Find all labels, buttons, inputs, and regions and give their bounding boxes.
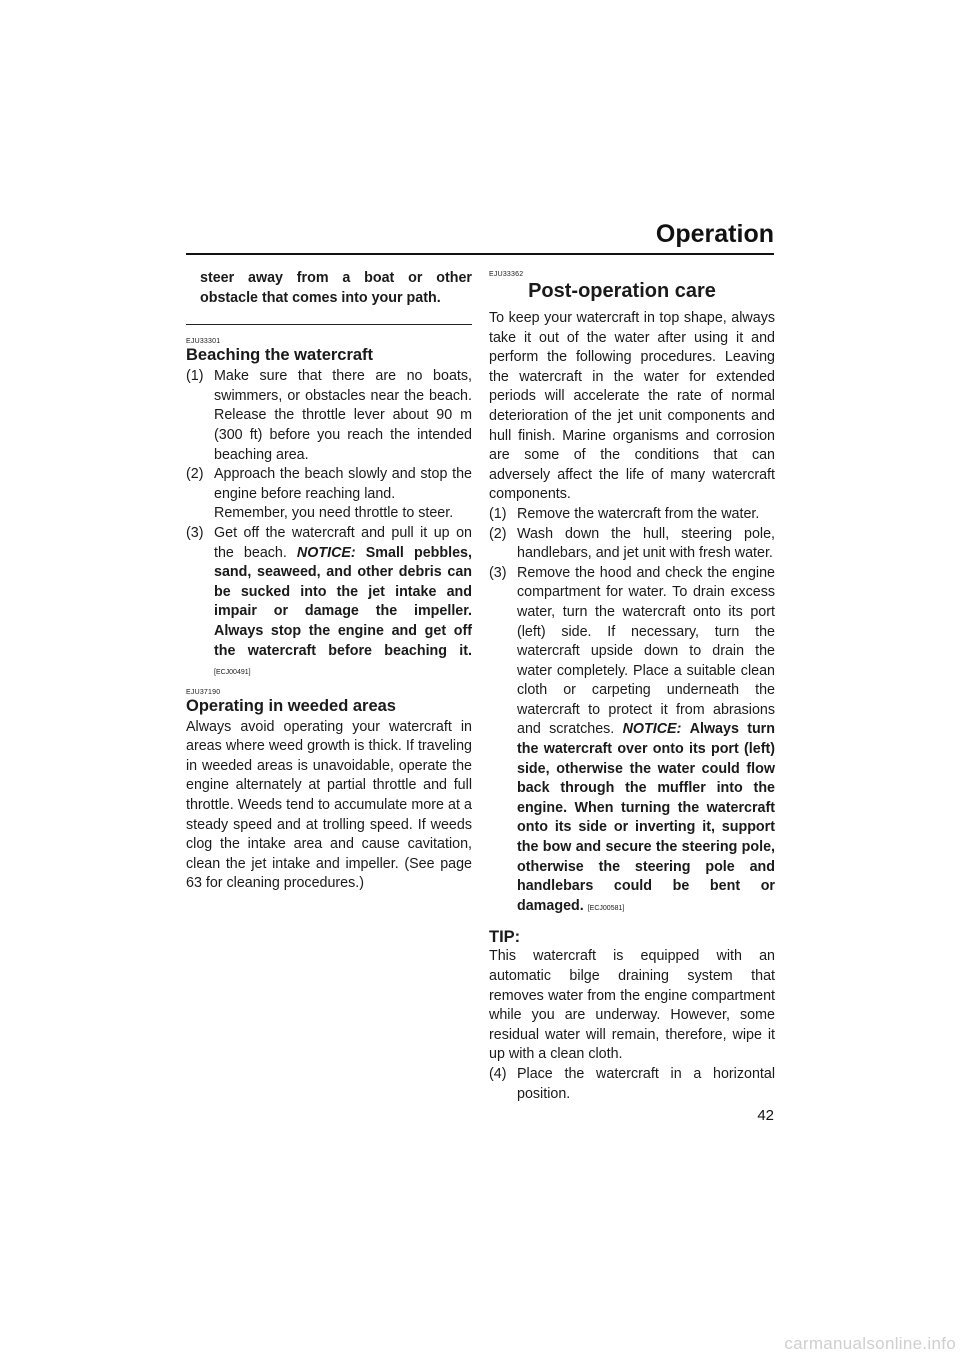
warning-divider	[186, 324, 472, 325]
notice-text: Always turn the watercraft over onto its port (left) side, otherwise the water could flow back through the muffler into the engine. When turning the watercraft onto its side or inverting it, support the bow and secure the steering pole, otherwise the steering pole and handlebars could be bent or damaged.	[517, 721, 775, 914]
step-number: (4)	[489, 1065, 507, 1082]
notice-code: [ECJ00581]	[587, 904, 625, 912]
step-text: Make sure that there are no boats, swimmers, or obstacles near the beach. Release the throttle lever about 90 m (300 ft) before you reach the intended beaching area.	[214, 368, 472, 463]
step-text	[214, 524, 472, 683]
step-number: (2)	[186, 466, 204, 483]
right-column	[489, 271, 775, 1104]
step-text: Place the watercraft in a horizontal position.	[517, 1065, 775, 1102]
notice-code: [ECJ00491]	[214, 669, 251, 677]
step-text: Remove the watercraft from the water.	[517, 505, 760, 522]
header-rule	[186, 253, 774, 255]
tip-text: This watercraft is equipped with an automatic bilge draining system that removes water from the engine compartment while you are underway. However, some residual water will remain, therefore, wipe it up with a clean cloth.	[489, 948, 775, 1063]
watermark: carmanualsonline.info	[784, 1334, 956, 1353]
warning-tail: steer away from a boat or other obstacle that comes into your path.	[200, 270, 472, 306]
list-item	[186, 367, 472, 465]
step-number: (3)	[186, 524, 204, 541]
list-item	[489, 525, 775, 564]
step-text-main: Get off the watercraft and pull it up on the beach.	[214, 524, 472, 561]
list-item	[489, 564, 775, 919]
step-text-main: Remove the hood and check the engine compartment for water. To drain excess water, turn the watercraft onto its port (left) side. If necessary, turn the watercraft upside down to drain the water completely. Place a suitable clean cloth or carpeting underneath the watercraft to protect it from abrasions and scratches.	[517, 564, 775, 738]
section-heading-post-operation: Post-operation care	[528, 280, 716, 302]
left-column	[186, 269, 472, 894]
page-number: 42	[757, 1107, 774, 1124]
section-code: EJU33362	[489, 271, 524, 278]
list-item	[186, 524, 472, 683]
paragraph: Always avoid operating your watercraft in areas where weed growth is thick. If traveling in weeded areas is unavoidable, operate the engine alternately at partial throttle and full throttle. Weeds tend to accumulate more at a steady speed and at trolling speed. If weeds clog the intake area and cause cavitation, clean the jet intake and impeller. (See page 63 for cleaning procedures.)	[186, 718, 472, 892]
section-code: EJU33301	[186, 338, 221, 346]
tip-heading: TIP:	[489, 928, 521, 947]
list-item	[489, 1065, 775, 1104]
paragraph: To keep your watercraft in top shape, always take it out of the water after using it and perform the following procedures. Leaving the watercraft in the water for extended periods will accelerate the rate of normal deterioration of the jet unit components and hull finish. Marine organisms and corrosion are some of the conditions that can adversely affect the life of many watercraft components.	[489, 310, 775, 503]
notice-text: Small pebbles, sand, seaweed, and other debris can be sucked into the jet intake and impair or damage the impeller. Always stop the engine and get off the watercraft before beaching it.	[214, 544, 472, 659]
step-text-main: Approach the beach slowly and stop the engine before reaching land.	[214, 466, 472, 502]
step-text	[517, 564, 775, 919]
step-text: Wash down the hull, steering pole, handlebars, and jet unit with fresh water.	[517, 525, 775, 562]
step-text	[214, 465, 472, 524]
list-item	[186, 465, 472, 524]
step-number: (2)	[489, 525, 507, 542]
section-code: EJU37190	[186, 688, 221, 696]
page-title: Operation	[655, 220, 774, 248]
notice-label: NOTICE:	[622, 721, 682, 738]
step-number: (1)	[186, 368, 204, 385]
notice-label: NOTICE:	[296, 544, 356, 561]
section-heading-beaching: Beaching the watercraft	[186, 346, 374, 365]
list-item	[489, 505, 775, 525]
step-text-note: Remember, you need throttle to steer.	[214, 505, 454, 522]
step-number: (1)	[489, 505, 507, 522]
step-number: (3)	[489, 564, 507, 581]
section-heading-weeded: Operating in weeded areas	[186, 696, 396, 715]
